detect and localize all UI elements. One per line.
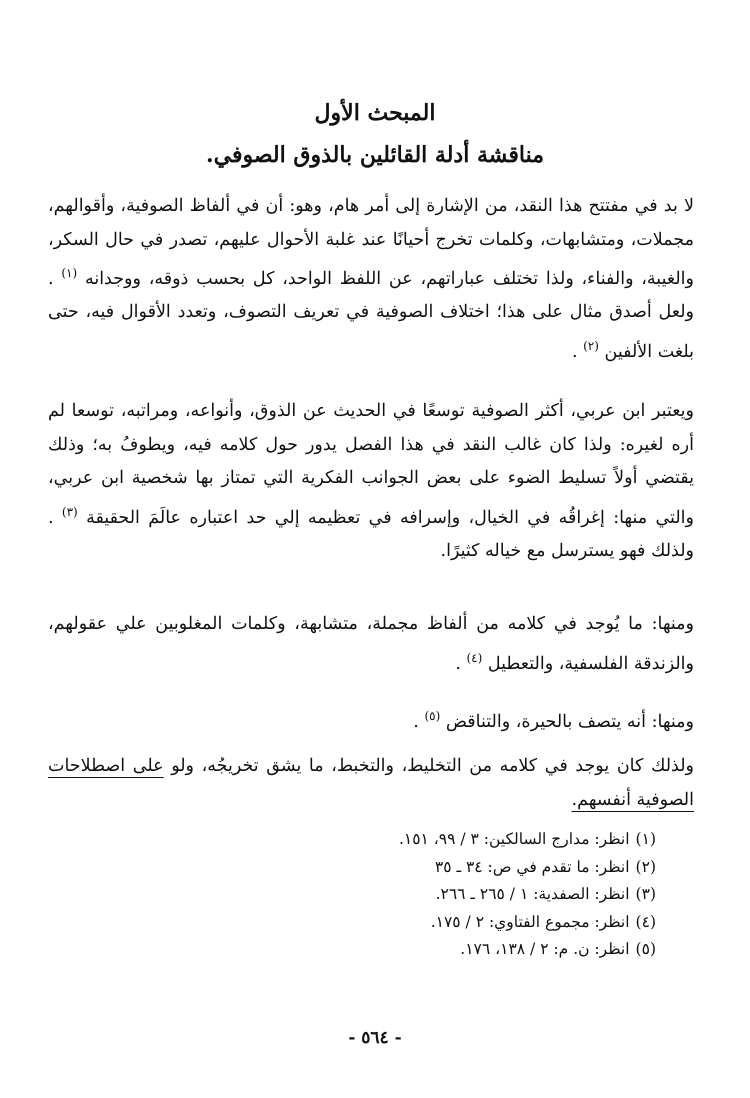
paragraph-text-underlined: على اصطلاحات الصوفية أنفسهم.: [48, 756, 694, 810]
paragraph-text: ويعتبر ابن عربي، أكثر الصوفية توسعًا في الحديث عن الذوق، وأنواعه، ومراتبه، توسعا لم أره لغيره: ولذا كان غالب النقد في هذا الفصل يدور حول كلامه فيه، ويطوفُ به؛ وذلك يقتضي أولاً تسليط الضوء على بعض الجوانب الفكرية التي تمتاز بها شخصية ابن عربي، والتي منها: إغراقُه في الخيال، وإسرافه في تعظيمه إلي حد اعتباره عالَمَ الحقيقة: [48, 401, 694, 528]
footnotes-list: [100, 826, 656, 964]
section-title: المبحث الأول: [314, 100, 436, 126]
paragraph-text: .: [413, 711, 419, 732]
footnote-number: (٣): [635, 885, 656, 903]
paragraph-ambiguous-words: [48, 608, 694, 681]
footnote-text: انظر: مدارج السالكين: ٣ / ٩٩، ١٥١.: [398, 830, 630, 848]
footnote: [100, 826, 656, 854]
paragraph-text: ولذلك كان يوجد في كلامه من التخليط، والتخبط، ما يشق تخريجُه، ولو: [171, 756, 694, 776]
page-number: - ٥٦٤ -: [348, 1028, 402, 1048]
paragraph-text: .: [571, 341, 578, 362]
footnote-ref-2: (٢): [583, 338, 599, 353]
footnote-number: (٢): [635, 857, 656, 876]
paragraph-intro: [48, 190, 694, 369]
footnote-number: (٥): [635, 940, 656, 958]
footnote-ref-4: (٤): [466, 650, 483, 665]
paragraph-text: . ولعل أصدق مثال على هذا؛ اختلاف الصوفية في تعريف التصوف، وتعدد الأقوال فيه، حتى بلغت الألفين: [48, 268, 694, 362]
footnote-ref-3: (٣): [61, 504, 78, 519]
footnote: [100, 854, 656, 882]
footnote-text: انظر: ن. م: ٢ / ١٣٨، ١٧٦.: [460, 940, 630, 958]
paragraph-text: لا بد في مفتتح هذا النقد، من الإشارة إلى أمر هام، وهو: أن في ألفاظ الصوفية، وأقوالهم، مجملات، ومتشابهات، وكلمات تخرج أحيانًا عند غلبة الأحوال عليهم، تصدر في حال السكر، والغيبة، والفناء، ولذا تختلف عباراتهم، عن اللفظ الواحد، كل بحسب ذوقه، ووجدانه: [48, 196, 694, 289]
paragraph-ibn-arabi: [48, 395, 694, 568]
paragraph-conclusion: [48, 750, 694, 817]
footnote-text: انظر: ما تقدم في ص: ٣٤ ـ ٣٥: [434, 857, 630, 876]
footnote: [100, 936, 656, 964]
paragraph-text: ومنها: ما يُوجد في كلامه من ألفاظ مجملة، متشابهة، وكلمات المغلوبين علي عقولهم، والزندقة الفلسفية، والتعطيل: [48, 614, 694, 674]
footnote-ref-1: (١): [61, 266, 78, 280]
footnote-number: (١): [635, 830, 656, 848]
footnote-number: (٤): [635, 912, 656, 931]
paragraph-confusion: [48, 700, 694, 739]
footnote-text: انظر: مجموع الفتاوي: ٢ / ١٧٥.: [430, 912, 630, 931]
section-subtitle: مناقشة أدلة القائلين بالذوق الصوفي.: [205, 142, 545, 168]
footnote: [100, 881, 656, 909]
footnote-text: انظر: الصفدية: ١ / ٢٦٥ ـ ٢٦٦.: [435, 885, 630, 903]
paragraph-text: ومنها: أنه يتصف بالحيرة، والتناقض: [445, 711, 694, 732]
footnote-ref-5: (٥): [424, 709, 441, 723]
footnote: [100, 909, 656, 937]
paragraph-text: .: [455, 653, 461, 674]
paragraph-text: . ولذلك فهو يسترسل مع خياله كثيرًا.: [48, 507, 694, 561]
